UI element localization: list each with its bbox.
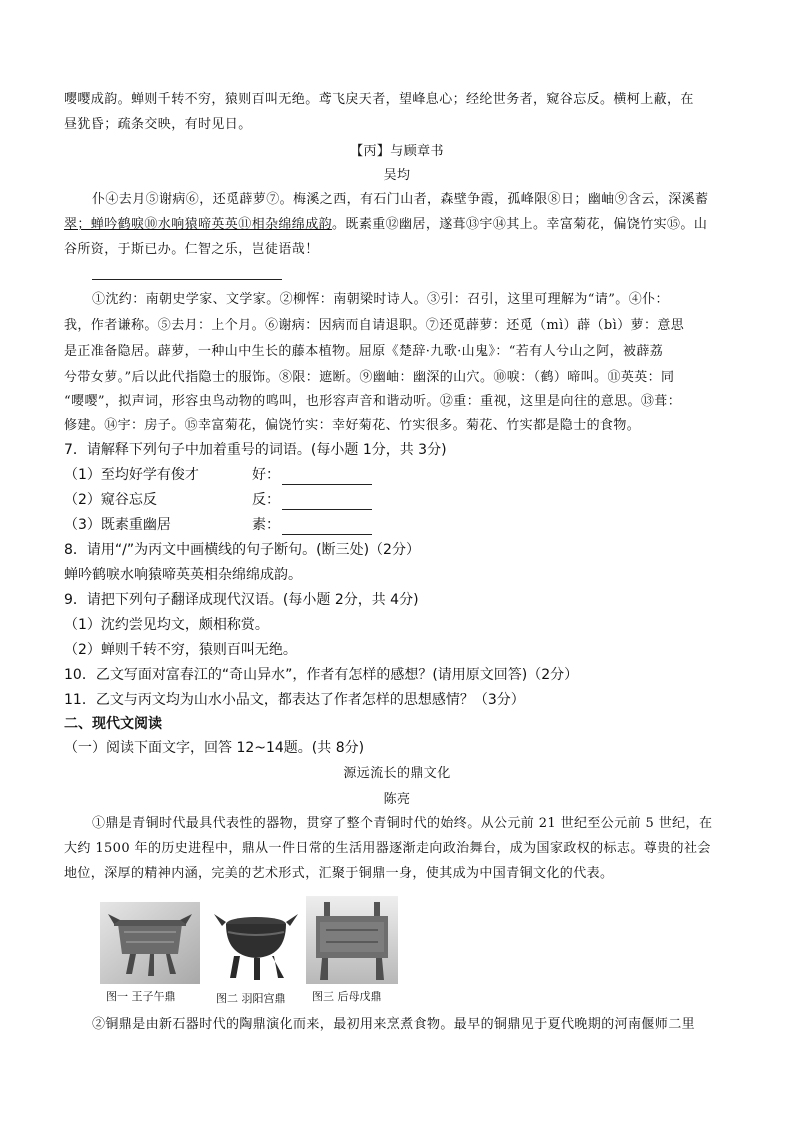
section-2-title: 二、现代文阅读 xyxy=(64,716,162,732)
note-line-6: 修建。⑭宇：房子。⑮幸富菊花，偏饶竹实：幸好菊花、竹实很多。菊花、竹实都是隐士的食物。 xyxy=(64,418,641,433)
answer-label: 素： xyxy=(252,517,280,533)
answer-3 xyxy=(252,515,372,535)
answer-label: 好： xyxy=(252,467,280,483)
question-7-stem: 7．请解释下列句子中加着重号的词语。(每小题 1分，共 3分) xyxy=(64,442,447,458)
note-line-5: “嘤嘤”，拟声词，形容虫鸟动物的鸣叫，也形容声音和谐动听。⑫重：重视，这里是向往的意思。⑬葺： xyxy=(64,394,682,409)
note-line-2: 我，作者谦称。⑤去月：上个月。⑥谢病：因病而自请退职。⑦还觅薜萝：还觅（mì）薜（bì）萝：意思 xyxy=(64,318,685,333)
answer-blank[interactable] xyxy=(282,495,372,510)
underlined-sentence: 翠；蝉吟鹤唳⑩水响猿啼英英⑪相杂绵绵成韵 xyxy=(64,217,333,232)
question-9-item-1: （1）沈约尝见均文，颇相称赏。 xyxy=(64,617,269,633)
answer-label: 反： xyxy=(252,492,280,508)
yi-text-line-2: 昼犹昏；疏条交映，有时见日。 xyxy=(64,117,252,132)
bing-paragraph-line-1: 仆④去月⑤谢病⑥，还觅薜萝⑦。梅溪之西，有石门山者，森壁争霞，孤峰限⑧日；幽岫⑨含云，深溪蓄 xyxy=(92,192,709,207)
item-text: 至均好学有俊才 xyxy=(100,467,199,483)
answer-1 xyxy=(252,465,372,485)
question-9-stem: 9．请把下列句子翻译成现代汉语。(每小题 2分，共 4分) xyxy=(64,592,419,608)
answer-blank[interactable] xyxy=(282,470,372,485)
figure-1-caption: 图一 王子午鼎 xyxy=(106,990,176,1003)
question-11: 11．乙文与丙文均为山水小品文，都表达了作者怎样的思想感情？（3分） xyxy=(64,692,525,708)
figure-yuyanggong-ding-image xyxy=(210,908,302,984)
bing-heading: 【丙】与顾章书 xyxy=(350,144,444,159)
item-number: （3） xyxy=(64,517,101,533)
question-10: 10．乙文写面对富春江的“奇山异水”，作者有怎样的感想？(请用原文回答)（2分） xyxy=(64,667,579,683)
yi-text-line-1: 嘤嘤成韵。蝉则千转不穷，猿则百叫无绝。鸢飞戾天者，望峰息心；经纶世务者，窥谷忘反。横柯上蔽，在 xyxy=(64,92,694,107)
figure-3-caption: 图三 后母戊鼎 xyxy=(312,990,382,1003)
question-7-item-1 xyxy=(64,465,199,485)
answer-2 xyxy=(252,490,372,510)
note-line-4: 兮带女萝。”后以此代指隐士的服饰。⑧限：遮断。⑨幽岫：幽深的山穴。⑩唳：（鹤）啼叫。⑪英英：同 xyxy=(64,370,675,385)
figure-houmuwu-ding-image xyxy=(306,896,398,984)
item-number: （2） xyxy=(64,492,101,508)
figure-2-caption: 图二 羽阳宫鼎 xyxy=(216,992,286,1005)
article-p1-line-1: ①鼎是青铜时代最具代表性的器物，贯穿了整个青铜时代的始终。从公元前 21 世纪至公元前 5 世纪，在 xyxy=(92,816,713,831)
answer-blank[interactable] xyxy=(282,520,372,535)
article-p1-line-3: 地位，深厚的精神内涵，完美的艺术形式，汇聚于铜鼎一身，使其成为中国青铜文化的代表。 xyxy=(64,866,614,881)
bing-author: 吴均 xyxy=(383,168,411,183)
section-2-instruction: （一）阅读下面文字，回答 12~14题。(共 8分) xyxy=(64,740,365,756)
note-line-3: 是正准备隐居。薜萝，一种山中生长的藤本植物。屈原《楚辞·九歌·山鬼》：“若有人兮山之阿，被薜荔 xyxy=(64,344,664,359)
article-author: 陈亮 xyxy=(383,792,411,807)
item-number: （1） xyxy=(64,467,101,483)
question-7-item-3 xyxy=(64,515,171,535)
question-8-sentence: 蝉吟鹤唳水响猿啼英英相杂绵绵成韵。 xyxy=(64,567,302,583)
article-p2-line-1: ②铜鼎是由新石器时代的陶鼎演化而来，最初用来烹煮食物。最早的铜鼎见于夏代晚期的河南偃师二里 xyxy=(92,1017,696,1032)
bing-paragraph-line-3: 谷所资，于斯已办。仁智之乐，岂徒语哉！ xyxy=(64,242,319,257)
figure-wangziwu-ding-image xyxy=(100,902,200,984)
question-9-item-2: （2）蝉则千转不穷，猿则百叫无绝。 xyxy=(64,642,297,658)
item-text: 既素重幽居 xyxy=(100,517,171,533)
notes-divider xyxy=(92,279,282,280)
article-title: 源远流长的鼎文化 xyxy=(343,766,451,781)
bing-line-2-rest: 。既素重⑫幽居，遂葺⑬宇⑭其上。幸富菊花，偏饶竹实⑮。山 xyxy=(332,217,708,232)
question-8-stem: 8．请用“/”为丙文中画横线的句子断句。(断三处)（2分） xyxy=(64,542,420,558)
note-line-1: ①沈约：南朝史学家、文学家。②柳恽：南朝梁时诗人。③引：召引，这里可理解为“请”。④仆： xyxy=(92,292,669,307)
article-p1-line-2: 大约 1500 年的历史进程中，鼎从一件日常的生活用器逐渐走向政治舞台，成为国家政权的标志。尊贵的社会 xyxy=(64,841,711,856)
item-text: 窥谷忘反 xyxy=(100,492,157,508)
bing-paragraph-line-2 xyxy=(64,215,707,235)
question-7-item-2 xyxy=(64,490,157,510)
